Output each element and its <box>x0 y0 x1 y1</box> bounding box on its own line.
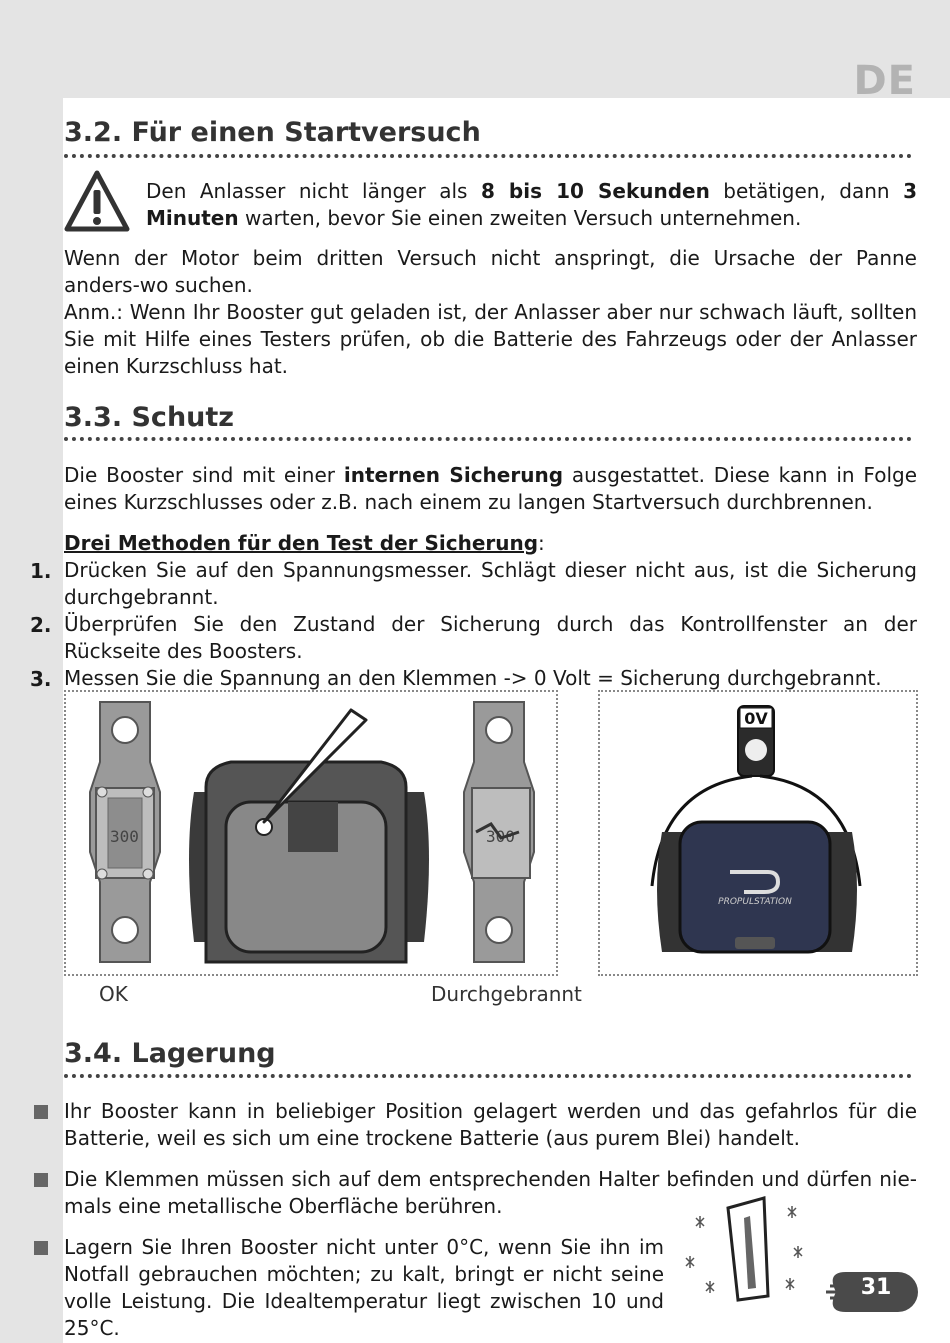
section-3-2-title: 3.2. Für einen Startversuch <box>64 117 481 148</box>
bullet-square-icon <box>34 1241 48 1255</box>
method-number: 3. <box>30 667 52 691</box>
svg-text:0V: 0V <box>744 709 768 728</box>
fuse-ok-image <box>90 702 160 962</box>
section-divider <box>64 1074 912 1078</box>
bullet-square-icon <box>34 1105 48 1119</box>
svg-text:PROPULSTATION: PROPULSTATION <box>718 897 792 907</box>
fuse-blown-image <box>464 702 534 962</box>
caption-ok: OK <box>99 982 128 1006</box>
voltmeter-illustration-box <box>598 690 918 976</box>
section-divider <box>64 154 912 158</box>
thermometer-icon <box>676 1188 826 1308</box>
engine-hint-text: Wenn der Motor beim dritten Versuch nicht anspringt, die Ursache der Panne anders-wo suchen. <box>64 246 917 297</box>
method-text: Messen Sie die Spannung an den Klemmen -> 0 Volt = Sicherung durchgebrannt. <box>64 666 882 690</box>
warning-text: Den Anlasser nicht länger als 8 bis 10 Sekunden betätigen, dann 3 Minuten warten, bevor Sie einen zweiten Versuch unternehmen. <box>146 179 917 230</box>
storage-bullet-text: Ihr Booster kann in beliebiger Position gelagert werden und das gefahrlos für die Batterie, weil es sich um eine trockene Batterie (aus purem Blei) handelt. <box>64 1099 917 1150</box>
booster-back-image <box>189 710 429 962</box>
section-divider <box>64 437 912 441</box>
storage-bullet-text: Lagern Sie Ihren Booster nicht unter 0°C, wenn Sie ihn im Notfall gebrauchen möchten; zu kalt, bringt er nicht seine volle Leistung. Die Idealtemperatur liegt zwischen 10 und 25°C. <box>64 1235 664 1340</box>
method-text: Überprüfen Sie den Zustand der Sicherung durch das Kontrollfenster an der Rückseite des Boosters. <box>64 612 917 663</box>
section-3-3-title: 3.3. Schutz <box>64 402 235 433</box>
caption-blown: Durchgebrannt <box>431 982 582 1006</box>
method-number: 2. <box>30 613 52 637</box>
note-text: Anm.: Wenn Ihr Booster gut geladen ist, der Anlasser aber nur schwach läuft, sollten Sie mit Hilfe eines Testers prüfen, ob die Batterie des Fahrzeugs oder der Anlasser einen Kurzschluss hat. <box>64 300 917 378</box>
method-text: Drücken Sie auf den Spannungsmesser. Schlägt dieser nicht aus, ist die Sicherung durchgebrannt. <box>64 558 917 609</box>
storage-bullet-text: Die Klemmen müssen sich auf dem entsprechenden Halter befinden und dürfen nie-mals eine metallische Oberfläche berühren. <box>64 1167 917 1218</box>
voltmeter-booster-illustration <box>600 692 916 974</box>
page-number: 31 <box>860 1275 892 1300</box>
warning-icon <box>64 168 130 234</box>
section-3-4-title: 3.4. Lagerung <box>64 1038 276 1069</box>
fuse-comparison-illustration <box>66 692 556 974</box>
language-label: DE <box>853 58 916 104</box>
header-band <box>0 0 950 98</box>
method-number: 1. <box>30 559 52 583</box>
svg-text:300: 300 <box>486 827 515 846</box>
methods-title: Drei Methoden für den Test der Sicherung: <box>64 531 545 555</box>
fuse-illustration-box <box>64 690 558 976</box>
fuse-intro-text: Die Booster sind mit einer internen Sicherung ausgestattet. Diese kann in Folge eines Kurzschlusses oder z.B. nach einem zu langen Startversuch durchbrennen. <box>64 463 918 514</box>
bullet-square-icon <box>34 1173 48 1187</box>
svg-text:300: 300 <box>110 827 139 846</box>
